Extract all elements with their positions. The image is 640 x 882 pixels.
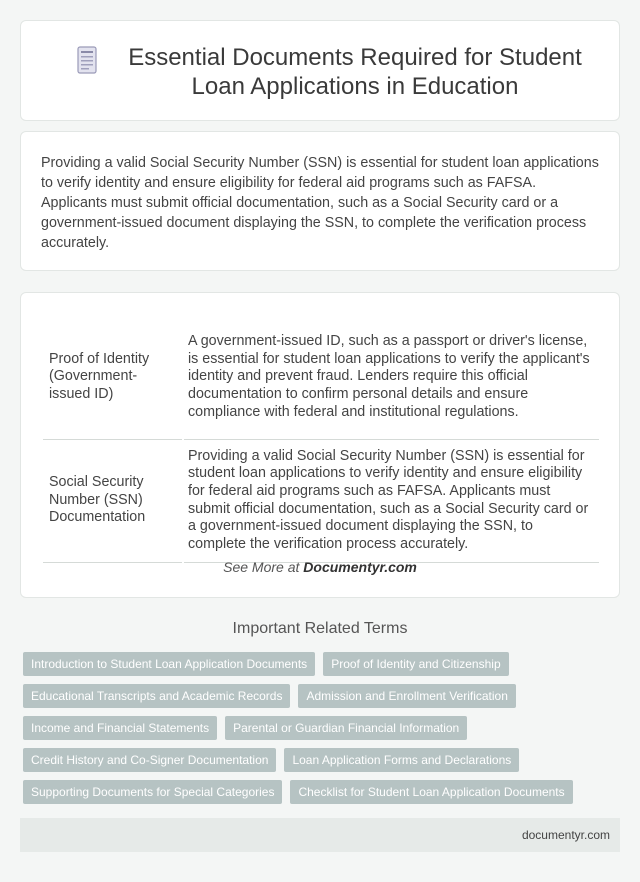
related-term-tag[interactable]: Proof of Identity and Citizenship — [323, 652, 508, 676]
tag-row — [23, 684, 623, 708]
document-icon — [75, 45, 99, 75]
see-more-link[interactable] — [21, 559, 619, 575]
table-row — [43, 316, 599, 439]
related-term-tag[interactable]: Introduction to Student Loan Application Documents — [23, 652, 315, 676]
tag-row — [23, 716, 623, 740]
footer-site-link[interactable]: documentyr.com — [521, 828, 610, 842]
tag-row — [23, 780, 623, 804]
tag-row — [23, 748, 623, 772]
see-more-site: Documentyr.com — [303, 559, 417, 575]
intro-text: Providing a valid Social Security Number (SSN) is essential for student loan applications to verify identity and ensure eligibility for federal aid programs such as FAFSA. Applicants must submit official documentation, such as a Social Security card or a government-issued document displaying the SSN, to complete the verification process accurately. — [41, 155, 599, 251]
tag-row — [23, 652, 623, 676]
related-term-tag[interactable]: Admission and Enrollment Verification — [298, 684, 515, 708]
related-terms-tags — [23, 652, 623, 812]
documents-table — [43, 316, 599, 563]
intro-card — [20, 131, 620, 271]
related-term-tag[interactable]: Credit History and Co-Signer Documentation — [23, 748, 276, 772]
related-term-tag[interactable]: Checklist for Student Loan Application Documents — [290, 780, 572, 804]
related-term-tag[interactable]: Income and Financial Statements — [23, 716, 217, 740]
related-term-tag[interactable]: Supporting Documents for Special Categories — [23, 780, 282, 804]
page-title: Essential Documents Required for Student Loan Applications in Education — [128, 44, 582, 100]
document-term: Proof of Identity (Government-issued ID) — [43, 316, 183, 439]
related-term-tag[interactable]: Parental or Guardian Financial Information — [225, 716, 467, 740]
see-more-prefix: See More at — [223, 559, 304, 575]
header-card — [20, 20, 620, 121]
related-term-tag[interactable]: Educational Transcripts and Academic Records — [23, 684, 290, 708]
document-description: A government-issued ID, such as a passport or driver's license, is essential for student loan applications to verify the applicant's identity and prevent fraud. Lenders require this official documentation to confirm personal details and ensure compliance with federal and institutional regulations. — [183, 316, 599, 439]
related-term-tag[interactable]: Loan Application Forms and Declarations — [284, 748, 519, 772]
documents-table-card — [20, 292, 620, 598]
related-terms-title: Important Related Terms — [232, 620, 408, 637]
document-term: Social Security Number (SSN) Documentation — [43, 439, 183, 562]
document-description: Providing a valid Social Security Number (SSN) is essential for student loan applications to verify identity and ensure eligibility for federal aid programs such as FAFSA. Applicants must submit official documentation, such as a Social Security card or a government-issued document displaying the SSN, to complete the verification process accurately. — [183, 439, 599, 562]
footer — [20, 818, 620, 852]
table-row — [43, 439, 599, 562]
